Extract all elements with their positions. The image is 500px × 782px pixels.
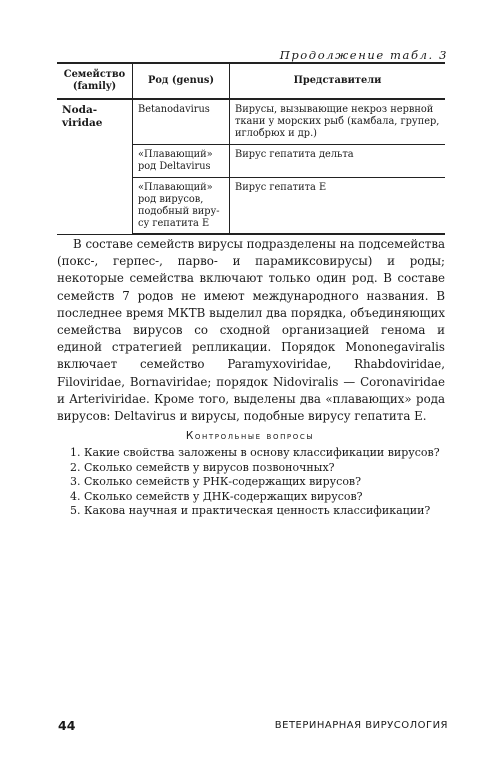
column-header-family: Семейство (family) bbox=[57, 63, 133, 99]
genus-cell: «Плавающий» род вирусов, подобный виру-су гепатита Е bbox=[133, 177, 230, 234]
question-item: 2. Сколько семейств у вирусов позвоночных? bbox=[70, 460, 335, 474]
genus-cell: Betanodavirus bbox=[133, 99, 230, 144]
genus-cell: «Плавающий» род Deltavirus bbox=[133, 144, 230, 177]
page-number: 44 bbox=[58, 718, 76, 733]
table-header-row bbox=[57, 63, 445, 99]
question-item: 3. Сколько семейств у РНК-содержащих вирусов? bbox=[70, 475, 362, 489]
representatives-cell: Вирус гепатита дельта bbox=[230, 144, 446, 177]
classification-table bbox=[57, 62, 445, 235]
family-cell: Noda-viridae bbox=[57, 99, 133, 234]
table-row bbox=[57, 99, 445, 144]
questions-heading: Контрольные вопросы bbox=[185, 430, 315, 442]
representatives-cell: Вирус гепатита Е bbox=[230, 177, 446, 234]
question-item: 5. Какова научная и практическая ценность классификации? bbox=[70, 504, 431, 518]
running-title: ВЕТЕРИНАРНАЯ ВИРУСОЛОГИЯ bbox=[274, 720, 448, 731]
column-header-representatives: Представители bbox=[230, 63, 446, 99]
body-text-block bbox=[57, 236, 445, 425]
body-paragraph: В составе семейств вирусы подразделены на подсемейства (покс-, герпес-, парво- и парамиксовирусы) и роды; некоторые семейства включают только один род. В составе семейств 7 родов не имеют международного названия. В последнее время МКТВ выделил два порядка, объединяющих семейства вирусов со сходной организацией генома и единой стратегией репликации. Порядок Mononegaviralis включает семейство Paramyxoviridae, Rhabdoviridae, Filoviridae, Bornaviridae; порядок Nidoviralis — Coronaviridae и Arteriviridae. Кроме того, выделены два «плавающих» рода вирусов: Deltavirus и вирусы, подобные вирусу гепатита Е. bbox=[57, 237, 445, 424]
questions-list bbox=[70, 446, 450, 519]
question-item: 4. Сколько семейств у ДНК-содержащих вирусов? bbox=[70, 489, 363, 503]
table-continuation-label: Продолжение табл. 3 bbox=[279, 48, 448, 62]
question-item: 1. Какие свойства заложены в основу классификации вирусов? bbox=[70, 446, 440, 459]
representatives-cell: Вирусы, вызывающие некроз нервной ткани у морских рыб (камбала, групер, иглобрюх и др.) bbox=[230, 99, 446, 144]
column-header-genus: Род (genus) bbox=[133, 63, 230, 99]
